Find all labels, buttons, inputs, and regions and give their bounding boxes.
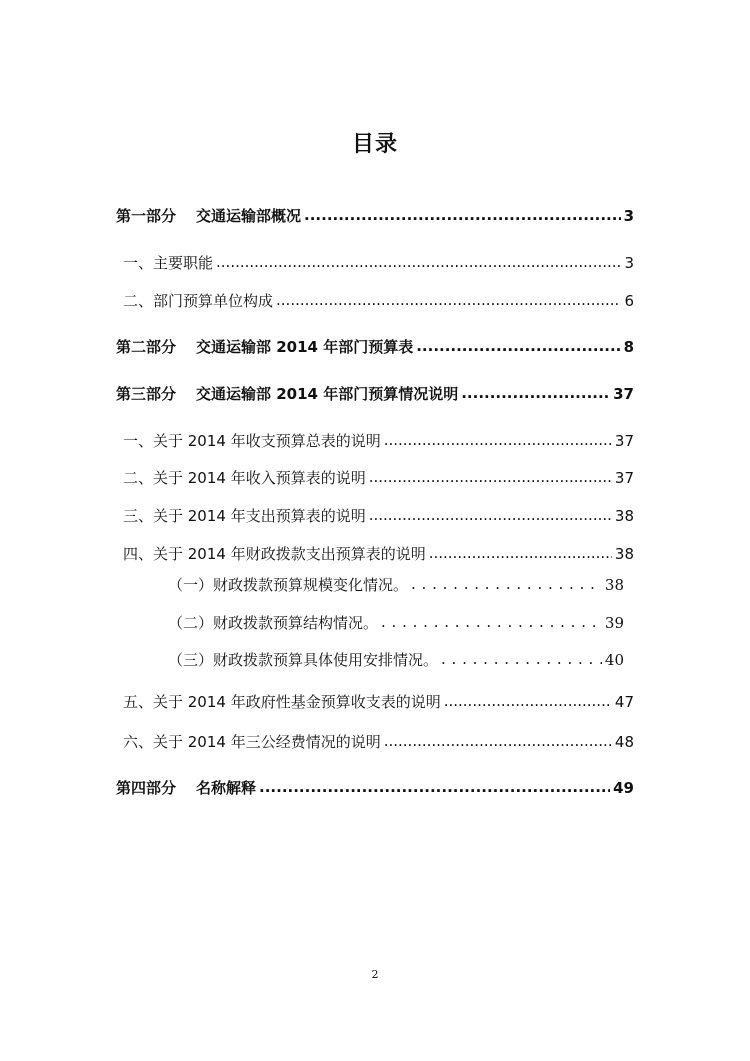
toc-page-number: 3	[624, 254, 634, 272]
toc-entry-main-functions[interactable]	[123, 252, 634, 273]
toc-page-number: 48	[614, 733, 634, 751]
toc-entry-specific-use[interactable]	[168, 649, 624, 670]
toc-page-number: 37	[614, 432, 634, 450]
toc-entry-part-2[interactable]	[116, 336, 634, 357]
toc-page-number: 37	[613, 385, 634, 403]
toc-entry-structure[interactable]	[168, 612, 624, 633]
toc-entry-title: 交通运输部 2014 年部门预算表	[196, 338, 414, 356]
toc-entry-fiscal-appropriation[interactable]	[123, 543, 634, 564]
toc-part-prefix: 第二部分	[116, 338, 177, 356]
toc-dot-leader	[416, 337, 620, 352]
toc-entry-title: 名称解释	[196, 779, 257, 797]
toc-page-number: 37	[614, 469, 634, 487]
toc-entry-title: 交通运输部概况	[196, 207, 302, 225]
toc-page-number: 38	[604, 576, 624, 594]
toc-entry-title: （三）财政拨款预算具体使用安排情况。	[168, 651, 439, 669]
toc-page-number: 38	[614, 507, 634, 525]
toc-entry-part-4[interactable]	[116, 777, 634, 798]
toc-entry-budget-units[interactable]	[123, 290, 634, 311]
toc-entry-title: 一、主要职能	[123, 254, 214, 272]
toc-dot-leader	[444, 692, 612, 707]
toc-page-number: 6	[624, 292, 634, 310]
toc-part-prefix: 第一部分	[116, 207, 177, 225]
toc-dot-leader	[429, 544, 612, 559]
toc-dot-leader	[384, 732, 612, 747]
toc-page-number: 8	[623, 338, 634, 356]
toc-part-prefix: 第三部分	[116, 385, 177, 403]
toc-dot-leader	[384, 431, 612, 446]
toc-dot-leader	[259, 778, 610, 793]
toc-dot-leader	[369, 468, 612, 483]
toc-dot-leader	[411, 575, 602, 590]
toc-entry-expenditure-table[interactable]	[123, 505, 634, 526]
page-number-footer: 2	[371, 968, 379, 981]
toc-entry-scale-change[interactable]	[168, 574, 624, 595]
toc-part-prefix: 第四部分	[116, 779, 177, 797]
toc-entry-title: （二）财政拨款预算结构情况。	[168, 614, 379, 632]
toc-entry-part-1[interactable]	[116, 205, 634, 226]
toc-entry-government-fund[interactable]	[123, 691, 634, 712]
toc-page-number: 38	[614, 545, 634, 563]
toc-entry-title: 三、关于 2014 年支出预算表的说明	[123, 507, 366, 525]
toc-entry-title: 一、关于 2014 年收支预算总表的说明	[123, 432, 381, 450]
page-title: 目录	[351, 132, 398, 157]
toc-dot-leader	[304, 206, 621, 221]
toc-page-number: 40	[604, 651, 624, 669]
toc-entry-title: 五、关于 2014 年政府性基金预算收支表的说明	[123, 693, 441, 711]
toc-dot-leader	[216, 253, 621, 268]
toc-dot-leader	[369, 506, 612, 521]
toc-entry-three-public-expenses[interactable]	[123, 731, 634, 752]
toc-dot-leader	[381, 613, 602, 628]
toc-page-number: 47	[614, 693, 634, 711]
toc-entry-title: 四、关于 2014 年财政拨款支出预算表的说明	[123, 545, 426, 563]
toc-entry-title: （一）财政拨款预算规模变化情况。	[168, 576, 409, 594]
toc-entry-part-3[interactable]	[116, 383, 634, 404]
toc-entry-title: 交通运输部 2014 年部门预算情况说明	[196, 385, 459, 403]
toc-entry-title: 二、关于 2014 年收入预算表的说明	[123, 469, 366, 487]
toc-page-number: 49	[613, 779, 634, 797]
toc-entry-income-table[interactable]	[123, 467, 634, 488]
toc-entry-title: 六、关于 2014 年三公经费情况的说明	[123, 733, 381, 751]
toc-dot-leader	[461, 384, 610, 399]
toc-page-number: 39	[604, 614, 624, 632]
toc-dot-leader	[441, 650, 602, 665]
toc-entry-title: 二、部门预算单位构成	[123, 292, 274, 310]
toc-dot-leader	[276, 291, 621, 306]
toc-page-number: 3	[623, 207, 634, 225]
toc-entry-summary-table[interactable]	[123, 430, 634, 451]
